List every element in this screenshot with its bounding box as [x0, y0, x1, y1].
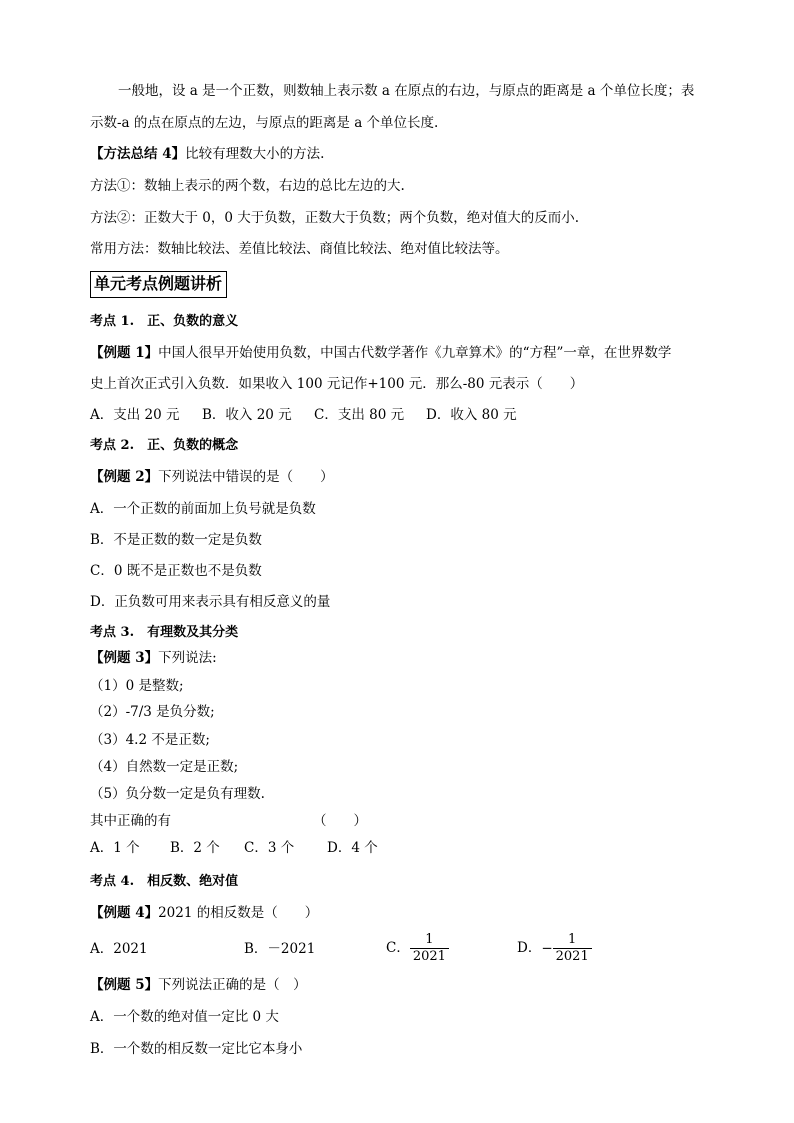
k2-option-d: D．正负数可用来表示具有相反意义的量: [90, 594, 331, 610]
method-common: 常用方法：数轴比较法、差值比较法、商值比较法、绝对值比较法等。: [90, 241, 509, 257]
k3-answer-paren: （ ）: [313, 813, 367, 829]
method-summary: [90, 145, 324, 163]
k3-item-5: （5）负分数一定是负有理数.: [90, 786, 265, 802]
k1-question: [90, 344, 671, 362]
k1-option-b: B．收入 20 元: [202, 407, 292, 423]
method-2: 方法②：正数大于 0，0 大于负数，正数大于负数；两个负数，绝对值大的反而小.: [90, 210, 580, 226]
k3-example-label: 【例题 3】: [90, 650, 159, 666]
fraction-numerator: 1: [425, 932, 434, 947]
k1-example-label: 【例题 1】: [90, 345, 159, 361]
fraction-denominator: 2021: [410, 948, 449, 965]
k3-option-b: B．2 个: [170, 840, 220, 856]
fraction-numerator: 1: [568, 932, 577, 947]
k2-example-label: 【例题 2】: [90, 469, 159, 485]
k3-stem: 其中正确的有: [90, 813, 171, 829]
k4-ex4-option-d: [517, 932, 592, 965]
k3-title: 考点 3. 有理数及其分类: [90, 625, 239, 640]
k4-example-5-label: 【例题 5】: [90, 977, 159, 993]
k3-item-4: （4）自然数一定是正数;: [90, 759, 239, 775]
k4-ex4-option-b: B．－2021: [244, 941, 316, 957]
k4-ex4-option-d-fraction: [553, 932, 592, 965]
k1-option-c: C．支出 80 元: [314, 407, 405, 423]
k1-title: 考点 1. 正、负数的意义: [90, 314, 239, 329]
k2-title: 考点 2. 正、负数的概念: [90, 438, 239, 453]
intro-line-2: 示数-a 的点在原点的左边，与原点的距离是 a 个单位长度.: [90, 115, 439, 131]
k4-ex5-option-b: B．一个数的相反数一定比它本身小: [90, 1041, 303, 1057]
k4-example-4: [90, 904, 318, 922]
k4-ex4-option-d-label: D．: [517, 940, 542, 956]
k2-question-text: 下列说法中错误的是（ ）: [158, 469, 334, 485]
k3-option-d: D．4 个: [327, 840, 378, 856]
k1-option-d: D．收入 80 元: [426, 407, 517, 423]
method-title: 【方法总结 4】: [90, 146, 186, 162]
k3-option-a: A．1 个: [90, 840, 140, 856]
k3-question-text: 下列说法:: [158, 650, 217, 666]
k4-ex4-option-c: [386, 932, 449, 965]
fraction-denominator: 2021: [553, 948, 592, 965]
k3-option-c: C．3 个: [244, 840, 295, 856]
k4-ex4-option-a: A．2021: [90, 941, 148, 957]
k4-example-5: [90, 976, 307, 994]
k2-option-b: B．不是正数的数一定是负数: [90, 532, 262, 548]
k1-option-a: A．支出 20 元: [90, 407, 180, 423]
k2-question: [90, 468, 334, 486]
k4-ex5-option-a: A．一个数的绝对值一定比 0 大: [90, 1009, 279, 1025]
k4-example-4-question: 2021 的相反数是（ ）: [158, 905, 319, 921]
k1-question-line-2: 史上首次正式引入负数．如果收入 100 元记作+100 元．那么-80 元表示（ ）: [90, 376, 584, 392]
method-title-text: 比较有理数大小的方法.: [185, 146, 325, 162]
method-1: 方法①：数轴上表示的两个数，右边的总比左边的大.: [90, 178, 405, 194]
k4-ex4-option-c-fraction: [410, 932, 449, 965]
k3-question: [90, 649, 217, 667]
k3-item-3: （3）4.2 不是正数;: [90, 732, 210, 748]
k2-option-a: A．一个正数的前面加上负号就是负数: [90, 501, 316, 517]
k4-title: 考点 4. 相反数、绝对值: [90, 874, 239, 889]
k4-example-5-question: 下列说法正确的是（ ）: [158, 977, 307, 993]
k4-ex4-option-d-sign: −: [541, 940, 553, 957]
k4-ex4-option-c-label: C．: [386, 940, 410, 956]
k1-question-line-1: 中国人很早开始使用负数，中国古代数学著作《九章算术》的“方程”一章，在世界数学: [158, 345, 672, 361]
section-title: 单元考点例题讲析: [90, 271, 227, 298]
intro-line-1: 一般地，设 a 是一个正数，则数轴上表示数 a 在原点的右边，与原点的距离是 a 个单位长度；表: [118, 83, 695, 99]
k4-example-4-label: 【例题 4】: [90, 905, 159, 921]
k3-item-1: （1）0 是整数;: [90, 678, 184, 694]
k3-item-2: （2）-7/3 是负分数;: [90, 704, 215, 720]
k2-option-c: C．0 既不是正数也不是负数: [90, 563, 262, 579]
